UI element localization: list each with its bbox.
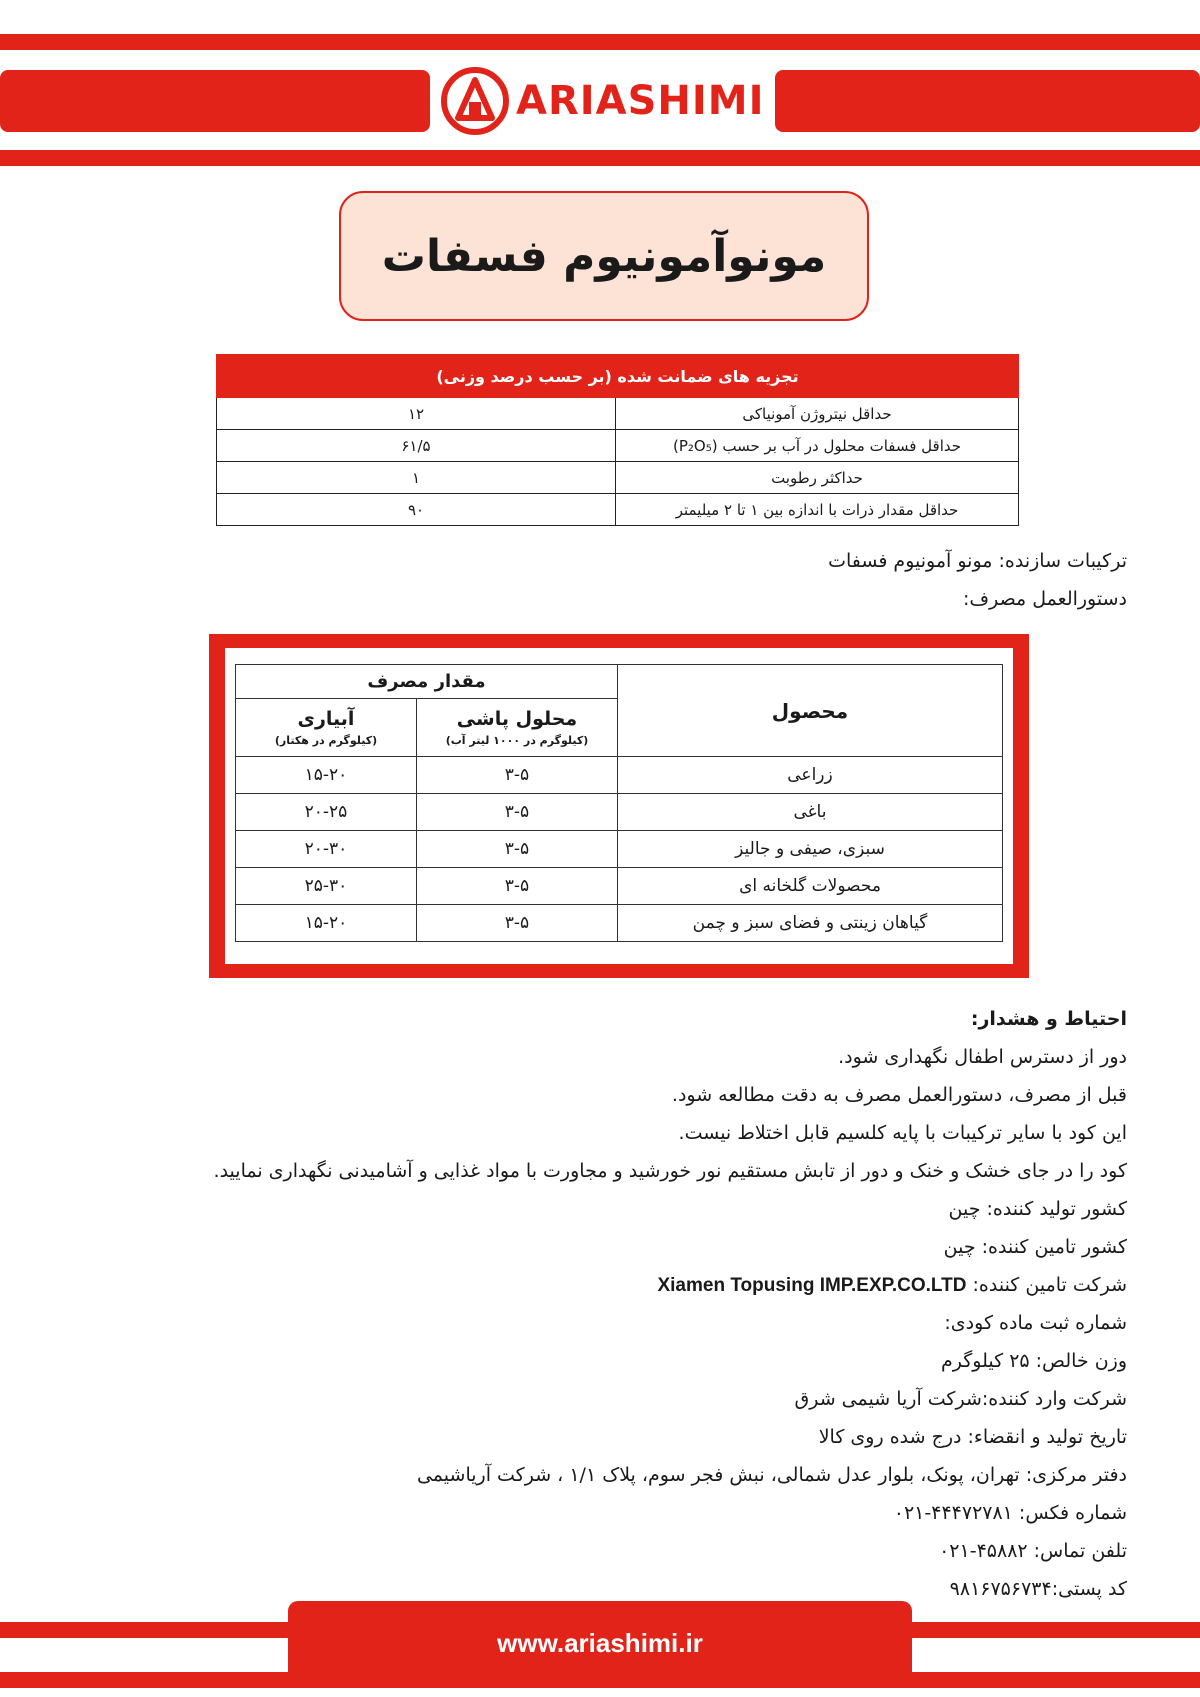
warning-line: قبل از مصرف، دستورالعمل مصرف به دقت مطالعه شود. bbox=[671, 1084, 1127, 1106]
analysis-value: ۱۲ bbox=[217, 398, 616, 430]
usage-product: سبزی، صیفی و جالیز bbox=[618, 831, 1003, 868]
registration-number: شماره ثبت ماده کودی: bbox=[944, 1312, 1127, 1334]
usage-product: گیاهان زینتی و فضای سبز و چمن bbox=[618, 905, 1003, 942]
production-expiry-dates: تاریخ تولید و انقضاء: درج شده روی کالا bbox=[818, 1426, 1127, 1448]
analysis-label: حداکثر رطوبت bbox=[616, 462, 1019, 494]
producer-country: کشور تولید کننده: چین bbox=[948, 1198, 1127, 1220]
spray-column-header bbox=[417, 699, 618, 757]
supplier-company bbox=[657, 1274, 1127, 1297]
irrigation-column-header bbox=[236, 699, 417, 757]
warnings-title: احتیاط و هشدار: bbox=[970, 1008, 1127, 1030]
table-row bbox=[236, 831, 1003, 868]
warning-line: این کود با سایر ترکیبات با پایه کلسیم قابل اختلاط نیست. bbox=[678, 1122, 1127, 1144]
usage-product: باغی bbox=[618, 794, 1003, 831]
table-row bbox=[217, 430, 1019, 462]
analysis-value: ۶۱/۵ bbox=[217, 430, 616, 462]
supplier-name: Xiamen Topusing IMP.EXP.CO.LTD bbox=[657, 1275, 967, 1296]
table-row bbox=[236, 868, 1003, 905]
analysis-value: ۹۰ bbox=[217, 494, 616, 526]
phone-number: تلفن تماس: ۴۵۸۸۲-۰۲۱ bbox=[939, 1540, 1127, 1562]
table-row bbox=[236, 794, 1003, 831]
guaranteed-analysis-table bbox=[216, 354, 1019, 526]
usage-spray: ۳-۵ bbox=[417, 757, 618, 794]
usage-spray: ۳-۵ bbox=[417, 831, 618, 868]
supplier-label: شرکت تامین کننده: bbox=[972, 1274, 1127, 1296]
net-weight: وزن خالص: ۲۵ کیلوگرم bbox=[940, 1350, 1127, 1372]
analysis-label: حداقل فسفات محلول در آب بر حسب (P₂O₅) bbox=[616, 430, 1019, 462]
usage-irrigation: ۱۵-۲۰ bbox=[236, 905, 417, 942]
analysis-header: تجزیه های ضمانت شده (بر حسب درصد وزنی) bbox=[217, 355, 1019, 398]
table-row bbox=[217, 398, 1019, 430]
table-row bbox=[217, 462, 1019, 494]
brand-logo bbox=[440, 58, 770, 144]
ariashimi-emblem-icon bbox=[440, 66, 510, 136]
usage-spray: ۳-۵ bbox=[417, 868, 618, 905]
usage-spray: ۳-۵ bbox=[417, 794, 618, 831]
website-link[interactable]: www.ariashimi.ir bbox=[497, 1627, 703, 1658]
brand-name: ARIASHIMI bbox=[516, 78, 765, 124]
product-column-header: محصول bbox=[618, 665, 1003, 757]
header-left-band bbox=[0, 70, 430, 132]
postal-code: کد پستی:۹۸۱۶۷۵۶۷۳۴ bbox=[949, 1578, 1127, 1600]
header-right-band bbox=[775, 70, 1200, 132]
table-row bbox=[236, 905, 1003, 942]
usage-product: زراعی bbox=[618, 757, 1003, 794]
analysis-label: حداقل مقدار ذرات با اندازه بین ۱ تا ۲ میلیمتر bbox=[616, 494, 1019, 526]
usage-table bbox=[235, 664, 1003, 942]
product-title: مونوآمونیوم فسفات bbox=[381, 230, 827, 282]
spray-header-unit: (کیلوگرم در ۱۰۰۰ لیتر آب) bbox=[445, 734, 589, 747]
head-office-address: دفتر مرکزی: تهران، پونک، بلوار عدل شمالی، نبش فجر سوم، پلاک ۱/۱ ، شرکت آریاشیمی bbox=[416, 1464, 1127, 1486]
spray-header-title: محلول پاشی bbox=[456, 708, 578, 730]
table-row bbox=[236, 757, 1003, 794]
usage-irrigation: ۱۵-۲۰ bbox=[236, 757, 417, 794]
table-row bbox=[217, 494, 1019, 526]
fax-number: شماره فکس: ۴۴۴۷۲۷۸۱-۰۲۱ bbox=[893, 1502, 1127, 1524]
warning-line: کود را در جای خشک و خنک و دور از تابش مستقیم نور خورشید و مجاورت با مواد غذایی و آشامیدنی نگهداری نمایید. bbox=[213, 1160, 1127, 1182]
product-title-box bbox=[339, 191, 869, 321]
warning-line: دور از دسترس اطفال نگهداری شود. bbox=[838, 1046, 1127, 1068]
usage-irrigation: ۲۰-۳۰ bbox=[236, 831, 417, 868]
composition-text: ترکیبات سازنده: مونو آمونیوم فسفات bbox=[828, 550, 1127, 572]
analysis-value: ۱ bbox=[217, 462, 616, 494]
importer-company: شرکت وارد کننده:شرکت آریا شیمی شرق bbox=[794, 1388, 1127, 1410]
usage-spray: ۳-۵ bbox=[417, 905, 618, 942]
irrigation-header-title: آبیاری bbox=[297, 708, 355, 730]
supplier-country: کشور تامین کننده: چین bbox=[943, 1236, 1127, 1258]
amount-column-header: مقدار مصرف bbox=[236, 665, 618, 699]
irrigation-header-unit: (کیلوگرم در هکتار) bbox=[274, 734, 378, 747]
header-top-stripe bbox=[0, 34, 1200, 50]
instructions-label: دستورالعمل مصرف: bbox=[963, 588, 1127, 610]
usage-irrigation: ۲۰-۲۵ bbox=[236, 794, 417, 831]
header-bottom-stripe bbox=[0, 150, 1200, 166]
analysis-label: حداقل نیتروژن آمونیاکی bbox=[616, 398, 1019, 430]
usage-product: محصولات گلخانه ای bbox=[618, 868, 1003, 905]
usage-irrigation: ۲۵-۳۰ bbox=[236, 868, 417, 905]
